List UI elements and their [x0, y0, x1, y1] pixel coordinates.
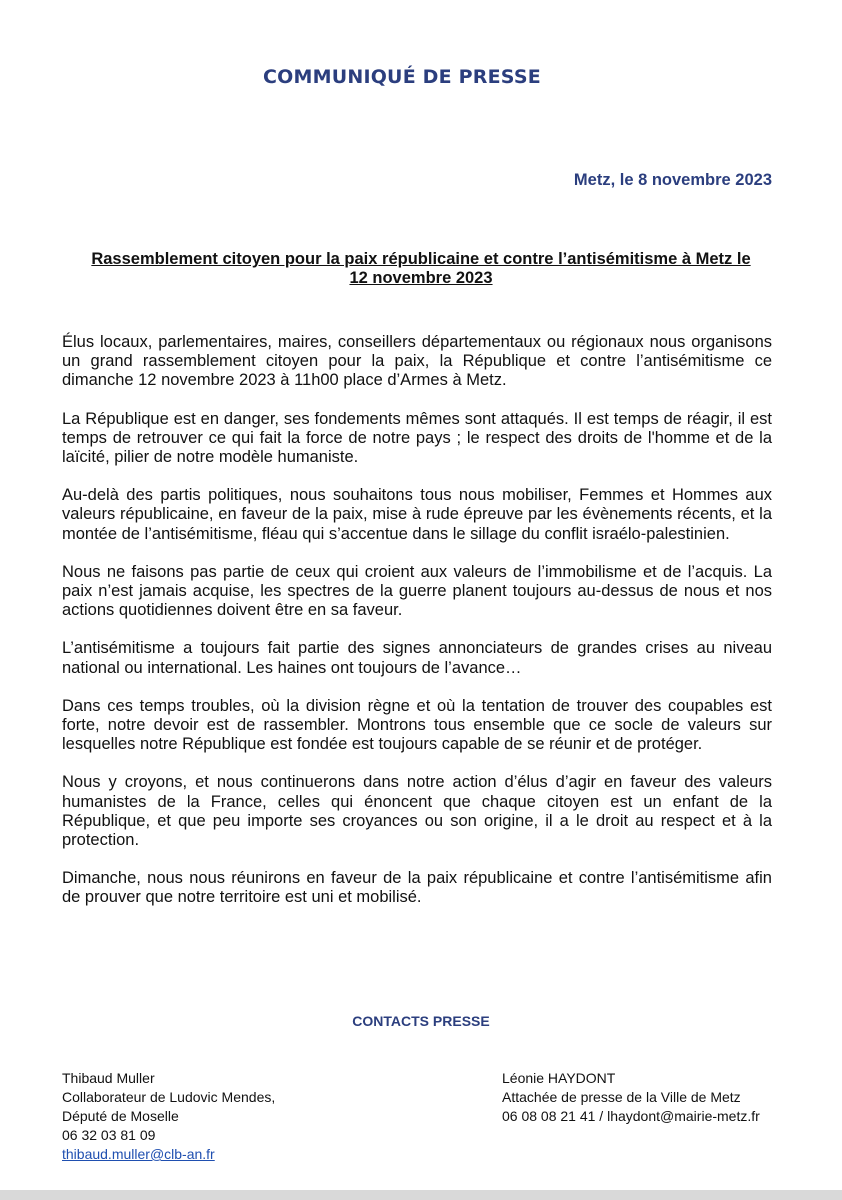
paragraph: La République est en danger, ses fondements mêmes sont attaqués. Il est temps de réagir, il est temps de retrouver ce qui fait la force de notre pays ; le respect des droits de l'homme et de la laïcité, pilier de notre modèle humaniste.	[62, 409, 772, 467]
paragraph: Dans ces temps troubles, où la division règne et où la tentation de trouver des coupables est forte, notre devoir est de rassembler. Montrons tous ensemble que ce socle de valeurs sur lesquelles notre République est fondée est toujours capable de se réunir et de protéger.	[62, 696, 772, 754]
contacts-heading: CONTACTS PRESSE	[352, 1013, 490, 1029]
contact-role: Député de Moselle	[62, 1108, 179, 1124]
contact-role: Collaborateur de Ludovic Mendes,	[62, 1089, 276, 1105]
headline	[62, 250, 780, 288]
paragraph: L’antisémitisme a toujours fait partie des signes annonciateurs de grandes crises au niveau national ou international. Les haines ont toujours de l’avance…	[62, 639, 772, 677]
headline-line-1: Rassemblement citoyen pour la paix républicaine et contre l’antisémitisme à Metz le	[91, 250, 751, 268]
contact-phone: 06 32 03 81 09	[62, 1127, 156, 1143]
paragraph: Élus locaux, parlementaires, maires, conseillers départementaux ou régionaux nous organisons un grand rassemblement citoyen pour la paix, la République et contre l’antisémitisme ce dimanche 12 novembre 2023 à 11h00 place d’Armes à Metz.	[62, 333, 772, 390]
headline-line-2: 12 novembre 2023	[349, 269, 493, 287]
document-date: Metz, le 8 novembre 2023	[573, 171, 772, 189]
contact-card-right	[502, 1069, 760, 1126]
contact-email-link[interactable]: thibaud.muller@clb-an.fr	[62, 1146, 215, 1162]
paragraph: Nous y croyons, et nous continuerons dans notre action d’élus d’agir en faveur des valeurs humanistes de la France, celles qui énoncent que chaque citoyen est un enfant de la République, et que peu importe ses croyances ou son origine, il a le droit au respect et à la protection.	[62, 773, 772, 850]
contact-card-left	[62, 1069, 275, 1164]
contact-name: Thibaud Muller	[62, 1070, 155, 1086]
paragraph: Nous ne faisons pas partie de ceux qui croient aux valeurs de l’immobilisme et de l’acquis. La paix n’est jamais acquise, les spectres de la guerre planent toujours au-dessus de nous et nos actions quotidiennes doivent être en sa faveur.	[62, 562, 772, 620]
contact-role: Attachée de presse de la Ville de Metz	[502, 1089, 741, 1105]
contact-phone-email: 06 08 08 21 41 / lhaydont@mairie-metz.fr	[502, 1108, 760, 1124]
body-text	[62, 333, 772, 927]
paragraph: Au-delà des partis politiques, nous souhaitons tous nous mobiliser, Femmes et Hommes aux valeurs républicaine, en faveur de la paix, mise à rude épreuve par les évènements récents, et la montée de l’antisémitisme, fléau qui s’accentue dans le sillage du conflit israélo-palestinien.	[62, 486, 772, 543]
paragraph: Dimanche, nous nous réunirons en faveur de la paix républicaine et contre l’antisémitisme afin de prouver que notre territoire est uni et mobilisé.	[62, 869, 772, 907]
document-title: COMMUNIQUÉ DE PRESSE	[263, 66, 541, 88]
contact-name: Léonie HAYDONT	[502, 1070, 616, 1086]
page-bottom-edge	[0, 1190, 842, 1200]
